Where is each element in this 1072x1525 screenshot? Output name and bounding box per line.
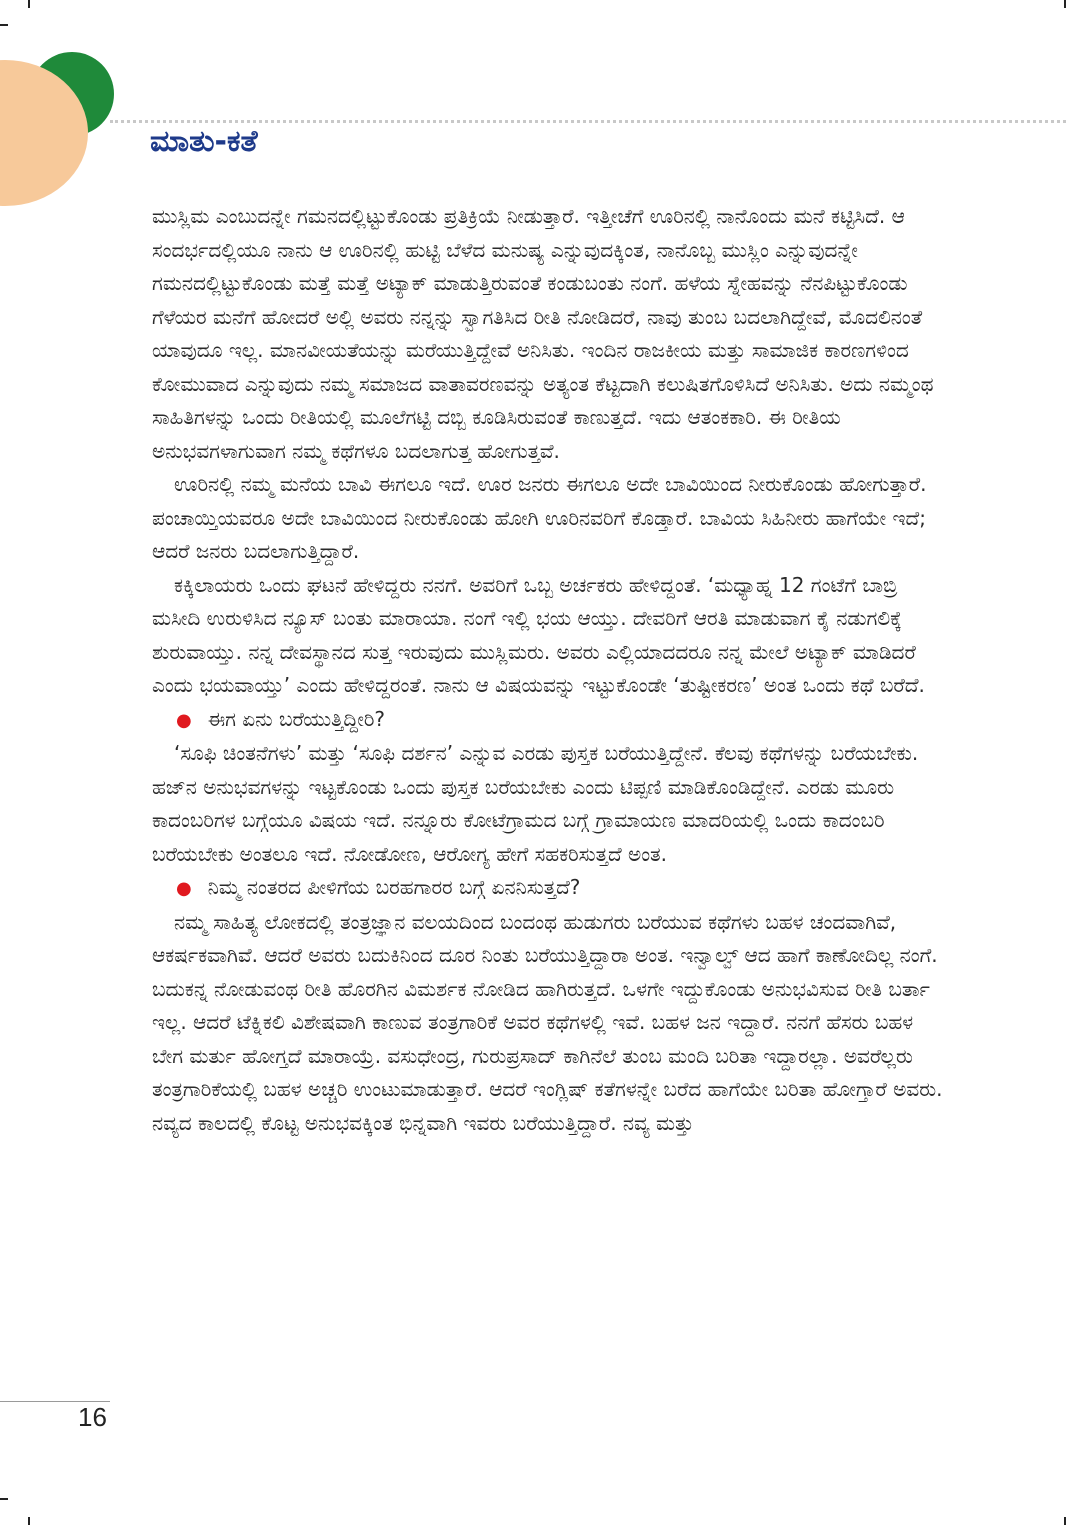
crop-mark-top-right [1064,0,1066,8]
header-dotted-rule [110,120,1066,123]
paragraph: ಮುಸ್ಲಿಮ ಎಂಬುದನ್ನೇ ಗಮನದಲ್ಲಿಟ್ಟುಕೊಂಡು ಪ್ರತಿಕ್ರಿಯೆ ನೀಡುತ್ತಾರೆ. ಇತ್ತೀಚೆಗೆ ಊರಿನಲ್ಲಿ ನಾನೊಂದು ಮನೆ ಕಟ್ಟಿಸಿದೆ. ಆ ಸಂದರ್ಭದಲ್ಲಿಯೂ ನಾನು ಆ ಊರಿನಲ್ಲಿ ಹುಟ್ಟಿ ಬೆಳೆದ ಮನುಷ್ಯ ಎನ್ನುವುದಕ್ಕಿಂತ, ನಾನೊಬ್ಬ ಮುಸ್ಲಿಂ ಎನ್ನುವುದನ್ನೇ ಗಮನದಲ್ಲಿಟ್ಟುಕೊಂಡು ಮತ್ತೆ ಮತ್ತೆ ಅಟ್ಯಾಕ್ ಮಾಡುತ್ತಿರುವಂತೆ ಕಂಡುಬಂತು ನಂಗೆ. ಹಳೆಯ ಸ್ನೇಹವನ್ನು ನೆನಪಿಟ್ಟುಕೊಂಡು ಗೆಳೆಯರ ಮನೆಗೆ ಹೋದರೆ ಅಲ್ಲಿ ಅವರು ನನ್ನನ್ನು ಸ್ವಾಗತಿಸಿದ ರೀತಿ ನೋಡಿದರೆ, ನಾವು ತುಂಬ ಬದಲಾಗಿದ್ದೇವೆ, ಮೊದಲಿನಂತೆ ಯಾವುದೂ ಇಲ್ಲ. ಮಾನವೀಯತೆಯನ್ನು ಮರೆಯುತ್ತಿದ್ದೇವೆ ಅನಿಸಿತು. ಇಂದಿನ ರಾಜಕೀಯ ಮತ್ತು ಸಾಮಾಜಿಕ ಕಾರಣಗಳಿಂದ ಕೋಮುವಾದ ಎನ್ನುವುದು ನಮ್ಮ ಸಮಾಜದ ವಾತಾವರಣವನ್ನು ಅತ್ಯಂತ ಕೆಟ್ಟದಾಗಿ ಕಲುಷಿತಗೊಳಿಸಿದೆ ಅನಿಸಿತು. ಅದು ನಮ್ಮಂಥ ಸಾಹಿತಿಗಳನ್ನು ಒಂದು ರೀತಿಯಲ್ಲಿ ಮೂಲೆಗಟ್ಟಿ ದಬ್ಬಿ ಕೂಡಿಸಿರುವಂತೆ ಕಾಣುತ್ತದೆ. ಇದು ಆತಂಕಕಾರಿ. ಈ ರೀತಿಯ ಅನುಭವಗಳಾಗುವಾಗ ನಮ್ಮ ಕಥೆಗಳೂ ಬದಲಾಗುತ್ತ ಹೋಗುತ್ತವೆ. [152,204,934,463]
paragraph: ನಮ್ಮ ಸಾಹಿತ್ಯ ಲೋಕದಲ್ಲಿ ತಂತ್ರಜ್ಞಾನ ವಲಯದಿಂದ ಬಂದಂಥ ಹುಡುಗರು ಬರೆಯುವ ಕಥೆಗಳು ಬಹಳ ಚಂದವಾಗಿವೆ, ಆಕರ್ಷಕವಾಗಿವೆ. ಆದರೆ ಅವರು ಬದುಕಿನಿಂದ ದೂರ ನಿಂತು ಬರೆಯುತ್ತಿದ್ದಾರಾ ಅಂತ. ಇನ್ವಾಲ್ವ್ ಆದ ಹಾಗೆ ಕಾಣೋದಿಲ್ಲ ನಂಗೆ. ಬದುಕನ್ನ ನೋಡುವಂಥ ರೀತಿ ಹೊರಗಿನ ವಿಮರ್ಶಕ ನೋಡಿದ ಹಾಗಿರುತ್ತದೆ. ಒಳಗೇ ಇದ್ದುಕೊಂಡು ಅನುಭವಿಸುವ ರೀತಿ ಬರ್ತಾ ಇಲ್ಲ. ಆದರೆ ಟೆಕ್ನಿಕಲಿ ವಿಶೇಷವಾಗಿ ಕಾಣುವ ತಂತ್ರಗಾರಿಕೆ ಅವರ ಕಥೆಗಳಲ್ಲಿ ಇವೆ. ಬಹಳ ಜನ ಇದ್ದಾರೆ. ನನಗೆ ಹೆಸರು ಬಹಳ ಬೇಗ ಮರ್ತು ಹೋಗ್ತದೆ ಮಾರಾಯ್ರೆ. ವಸುಧೇಂದ್ರ, ಗುರುಪ್ರಸಾದ್ ಕಾಗಿನೆಲೆ ತುಂಬ ಮಂದಿ ಬರಿತಾ ಇದ್ದಾರಲ್ಲಾ. ಅವರೆಲ್ಲರು ತಂತ್ರಗಾರಿಕೆಯಲ್ಲಿ ಬಹಳ ಅಚ್ಚರಿ ಉಂಟುಮಾಡುತ್ತಾರೆ. ಆದರೆ ಇಂಗ್ಲಿಷ್ ಕತೆಗಳನ್ನೇ ಬರೆದ ಹಾಗೆಯೇ ಬರಿತಾ ಹೋಗ್ತಾರೆ ಅವರು. ನವ್ಯದ ಕಾಲದಲ್ಲಿ ಕೊಟ್ಟ ಅನುಭವಕ್ಕಿಂತ ಭಿನ್ನವಾಗಿ ಇವರು ಬರೆಯುತ್ತಿದ್ದಾರೆ. ನವ್ಯ ಮತ್ತು [152,909,943,1135]
bullet-icon: ● [176,878,192,899]
question-text: ಈಗ ಏನು ಬರೆಯುತ್ತಿದ್ದೀರಿ? [207,706,386,731]
crop-mark-bottom-left-side [0,1498,8,1500]
paragraph: ಊರಿನಲ್ಲಿ ನಮ್ಮ ಮನೆಯ ಬಾವಿ ಈಗಲೂ ಇದೆ. ಊರ ಜನರು ಈಗಲೂ ಅದೇ ಬಾವಿಯಿಂದ ನೀರುಕೊಂಡು ಹೋಗುತ್ತಾರೆ. ಪಂಚಾಯ್ತಿಯವರೂ ಅದೇ ಬಾವಿಯಿಂದ ನೀರುಕೊಂಡು ಹೋಗಿ ಊರಿನವರಿಗೆ ಕೊಡ್ತಾರೆ. ಬಾವಿಯ ಸಿಹಿನೀರು ಹಾಗೆಯೇ ಇದೆ; ಆದರೆ ಜನರು ಬದಲಾಗುತ್ತಿದ್ದಾರೆ. [152,472,927,563]
bullet-icon: ● [176,709,192,731]
section-title: ಮಾತು-ಕತೆ [150,124,258,159]
crop-mark-bottom-right [1064,1517,1066,1525]
interview-question [152,871,948,906]
interview-question [152,703,948,738]
crop-mark-top-left [28,0,30,8]
paragraph: ‘ಸೂಫಿ ಚಿಂತನೆಗಳು’ ಮತ್ತು ‘ಸೂಫಿ ದರ್ಶನ’ ಎನ್ನುವ ಎರಡು ಪುಸ್ತಕ ಬರೆಯುತ್ತಿದ್ದೇನೆ. ಕೆಲವು ಕಥೆಗಳನ್ನು ಬರೆಯಬೇಕು. ಹಜ್‌ನ ಅನುಭವಗಳನ್ನು ಇಟ್ಟಕೊಂಡು ಒಂದು ಪುಸ್ತಕ ಬರೆಯಬೇಕು ಎಂದು ಟಿಪ್ಪಣಿ ಮಾಡಿಕೊಂಡಿದ್ದೇನೆ. ಎರಡು ಮೂರು ಕಾದಂಬರಿಗಳ ಬಗ್ಗೆಯೂ ವಿಷಯ ಇದೆ. ನನ್ನೂರು ಕೋಟೆಗ್ರಾಮದ ಬಗ್ಗೆ ಗ್ರಾಮಾಯಣ ಮಾದರಿಯಲ್ಲಿ ಒಂದು ಕಾದಂಬರಿ ಬರೆಯಬೇಕು ಅಂತಲೂ ಇದೆ. ನೋಡೋಣ, ಆರೋಗ್ಯ ಹೇಗೆ ಸಹಕರಿಸುತ್ತದೆ ಅಂತ. [152,741,919,866]
question-text: ನಿಮ್ಮ ನಂತರದ ಪೀಳಿಗೆಯ ಬರಹಗಾರರ ಬಗ್ಗೆ ಏನನಿಸುತ್ತದೆ? [207,875,581,899]
crop-mark-bottom-left [28,1517,30,1525]
crop-mark-top-left-side [0,24,8,26]
article-body [152,200,948,1140]
paragraph: ಕಕ್ಕಿಲಾಯರು ಒಂದು ಘಟನೆ ಹೇಳಿದ್ದರು ನನಗೆ. ಅವರಿಗೆ ಒಬ್ಬ ಅರ್ಚಕರು ಹೇಳಿದ್ದಂತೆ. ‘ಮಧ್ಯಾಹ್ನ 12 ಗಂಟೆಗೆ ಬಾಬ್ರಿ ಮಸೀದಿ ಉರುಳಿಸಿದ ನ್ಯೂಸ್ ಬಂತು ಮಾರಾಯಾ. ನಂಗೆ ಇಲ್ಲಿ ಭಯ ಆಯ್ತು. ದೇವರಿಗೆ ಆರತಿ ಮಾಡುವಾಗ ಕೈ ನಡುಗಲಿಕ್ಕೆ ಶುರುವಾಯ್ತು. ನನ್ನ ದೇವಸ್ಥಾನದ ಸುತ್ತ ಇರುವುದು ಮುಸ್ಲಿಮರು. ಅವರು ಎಲ್ಲಿಯಾದದರೂ ನನ್ನ ಮೇಲೆ ಅಟ್ಯಾಕ್ ಮಾಡಿದರೆ ಎಂದು ಭಯವಾಯ್ತು’ ಎಂದು ಹೇಳಿದ್ದರಂತೆ. ನಾನು ಆ ವಿಷಯವನ್ನು ಇಟ್ಟುಕೊಂಡೇ ‘ತುಷ್ಟೀಕರಣ’ ಅಂತ ಒಂದು ಕಥೆ ಬರೆದೆ. [152,572,925,697]
page-number: 16 [78,1402,107,1432]
